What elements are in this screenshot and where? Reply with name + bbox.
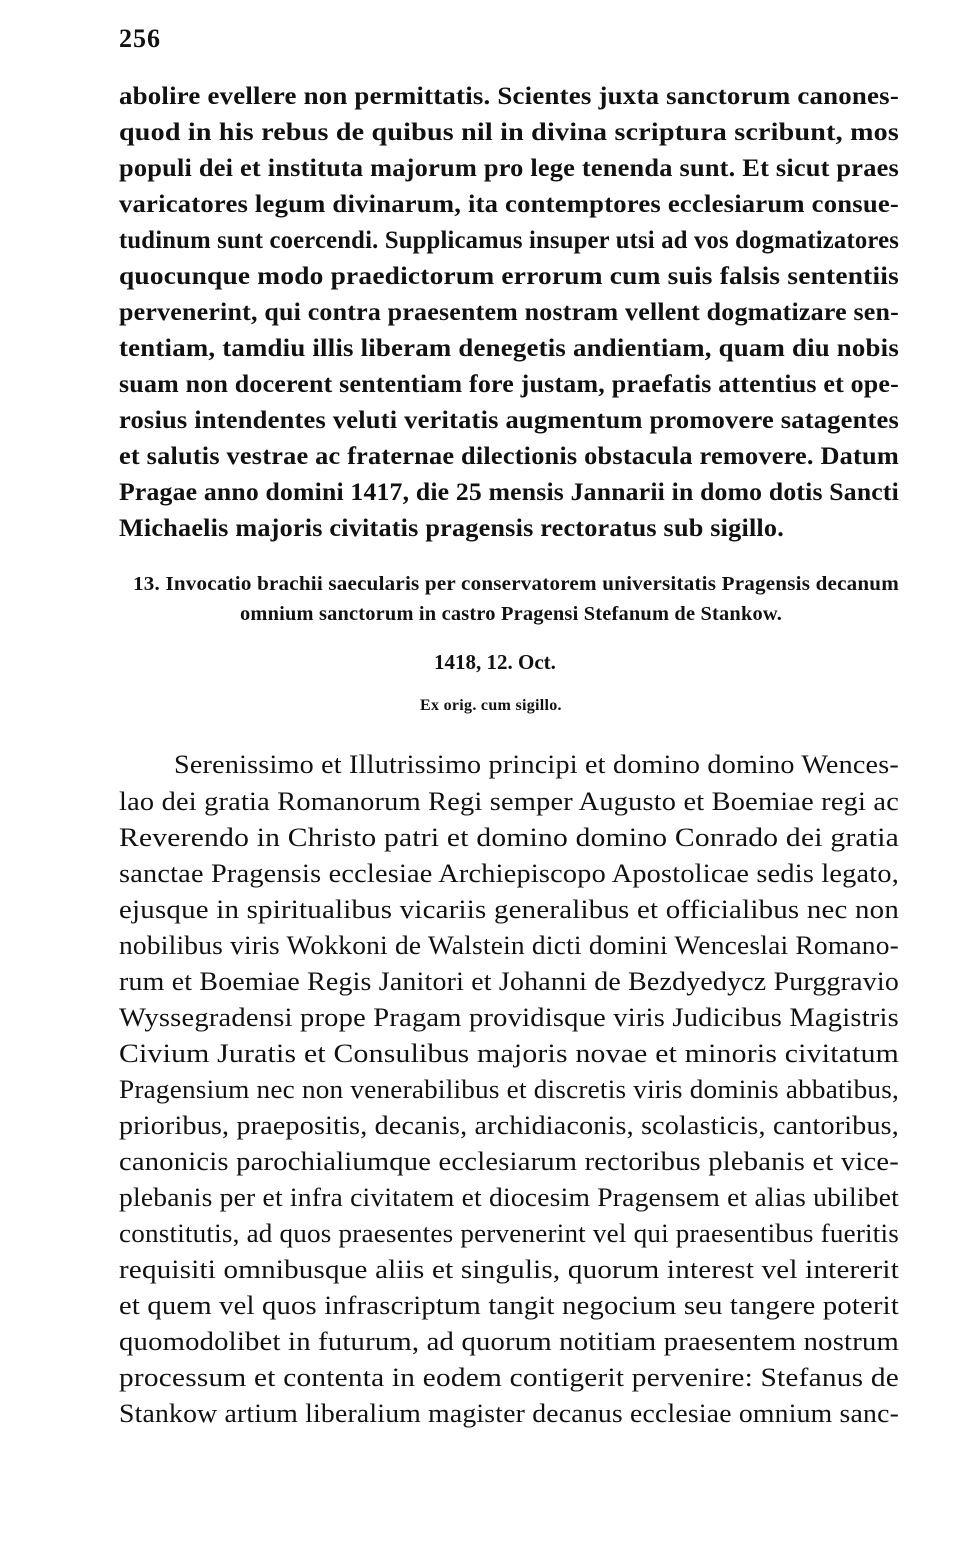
body-text-line: varicatores legum divinarum, ita contemptores ecclesiarum consue- — [119, 191, 899, 218]
document-date: 1418, 12. Oct. — [434, 650, 556, 674]
body-text-line: quod in his rebus de quibus nil in divina scriptura scribunt, mos — [119, 119, 899, 146]
source-note: Ex orig. cum sigillo. — [420, 697, 562, 714]
letter-text-line: nobilibus viris Wokkoni de Walstein dicti domini Wenceslai Romano- — [119, 931, 899, 960]
letter-text-line: processum et contenta in eodem contigerit pervenire: Stefanus de — [119, 1363, 899, 1392]
body-text-line: Michaelis majoris civitatis pragensis rectoratus sub sigillo. — [119, 515, 784, 542]
letter-text-line: requisiti omnibusque aliis et singulis, quorum interest vel intererit — [119, 1255, 899, 1284]
document-heading-line: 13. Invocatio brachii saecularis per conservatorem universitatis Pragensis decanum — [133, 573, 899, 595]
letter-text-line: Civium Juratis et Consulibus majoris novae et minoris civitatum — [119, 1039, 899, 1068]
document-heading-line: omnium sanctorum in castro Pragensi Stefanum de Stankow. — [240, 603, 782, 625]
letter-text-line: Reverendo in Christo patri et domino domino Conrado dei gratia — [119, 823, 899, 852]
body-text-line: abolire evellere non permittatis. Scientes juxta sanctorum canones- — [119, 83, 899, 110]
body-text-line: suam non docerent sententiam fore justam, praefatis attentius et ope- — [119, 371, 899, 398]
letter-text-line: canonicis parochialiumque ecclesiarum rectoribus plebanis et vice- — [119, 1147, 900, 1176]
letter-text-line: rum et Boemiae Regis Janitori et Johanni de Bezdyedycz Purggravio — [119, 967, 899, 996]
letter-text-line: sanctae Pragensis ecclesiae Archiepiscopo Apostolicae sedis legato, — [119, 859, 899, 888]
body-text-line: tudinum sunt coercendi. Supplicamus insuper utsi ad vos dogmatizatores — [119, 227, 899, 254]
body-text-line: populi dei et instituta majorum pro lege tenenda sunt. Et sicut praes — [119, 155, 900, 182]
letter-text-line: et quem vel quos infrascriptum tangit negocium seu tangere poterit — [119, 1291, 899, 1320]
body-text-line: et salutis vestrae ac fraternae dilectionis obstacula removere. Datum — [119, 443, 899, 470]
letter-text-line: plebanis per et infra civitatem et diocesim Pragensem et alias ubilibet — [119, 1183, 900, 1212]
letter-text-line: constitutis, ad quos praesentes pervenerint vel qui praesentibus fueritis — [119, 1219, 899, 1248]
letter-text-line: Serenissimo et Illutrissimo principi et domino domino Wences- — [174, 750, 899, 779]
body-text-line: tentiam, tamdiu illis liberam denegetis andientiam, quam diu nobis — [119, 335, 899, 362]
body-text-line: rosius intendentes veluti veritatis augmentum promovere satagentes — [119, 407, 900, 434]
letter-text-line: Wyssegradensi prope Pragam providisque viris Judicibus Magistris — [119, 1003, 900, 1032]
letter-text-line: lao dei gratia Romanorum Regi semper Augusto et Boemiae regi ac — [119, 787, 899, 816]
letter-text-line: prioribus, praepositis, decanis, archidiaconis, scolasticis, cantoribus, — [119, 1111, 899, 1140]
letter-text-line: Pragensium nec non venerabilibus et discretis viris dominis abbatibus, — [119, 1075, 899, 1104]
body-text-line: Pragae anno domini 1417, die 25 mensis Jannarii in domo dotis Sancti — [119, 479, 899, 506]
page-number: 256 — [119, 24, 161, 53]
body-text-line: pervenerint, qui contra praesentem nostram vellent dogmatizare sen- — [119, 299, 899, 326]
letter-text-line: ejusque in spiritualibus vicariis generalibus et officialibus nec non — [119, 895, 899, 924]
body-text-line: quocunque modo praedictorum errorum cum suis falsis sententiis — [119, 263, 899, 290]
letter-text-line: quomodolibet in futurum, ad quorum notitiam praesentem nostrum — [119, 1327, 899, 1356]
letter-text-line: Stankow artium liberalium magister decanus ecclesiae omnium sanc- — [119, 1399, 900, 1428]
